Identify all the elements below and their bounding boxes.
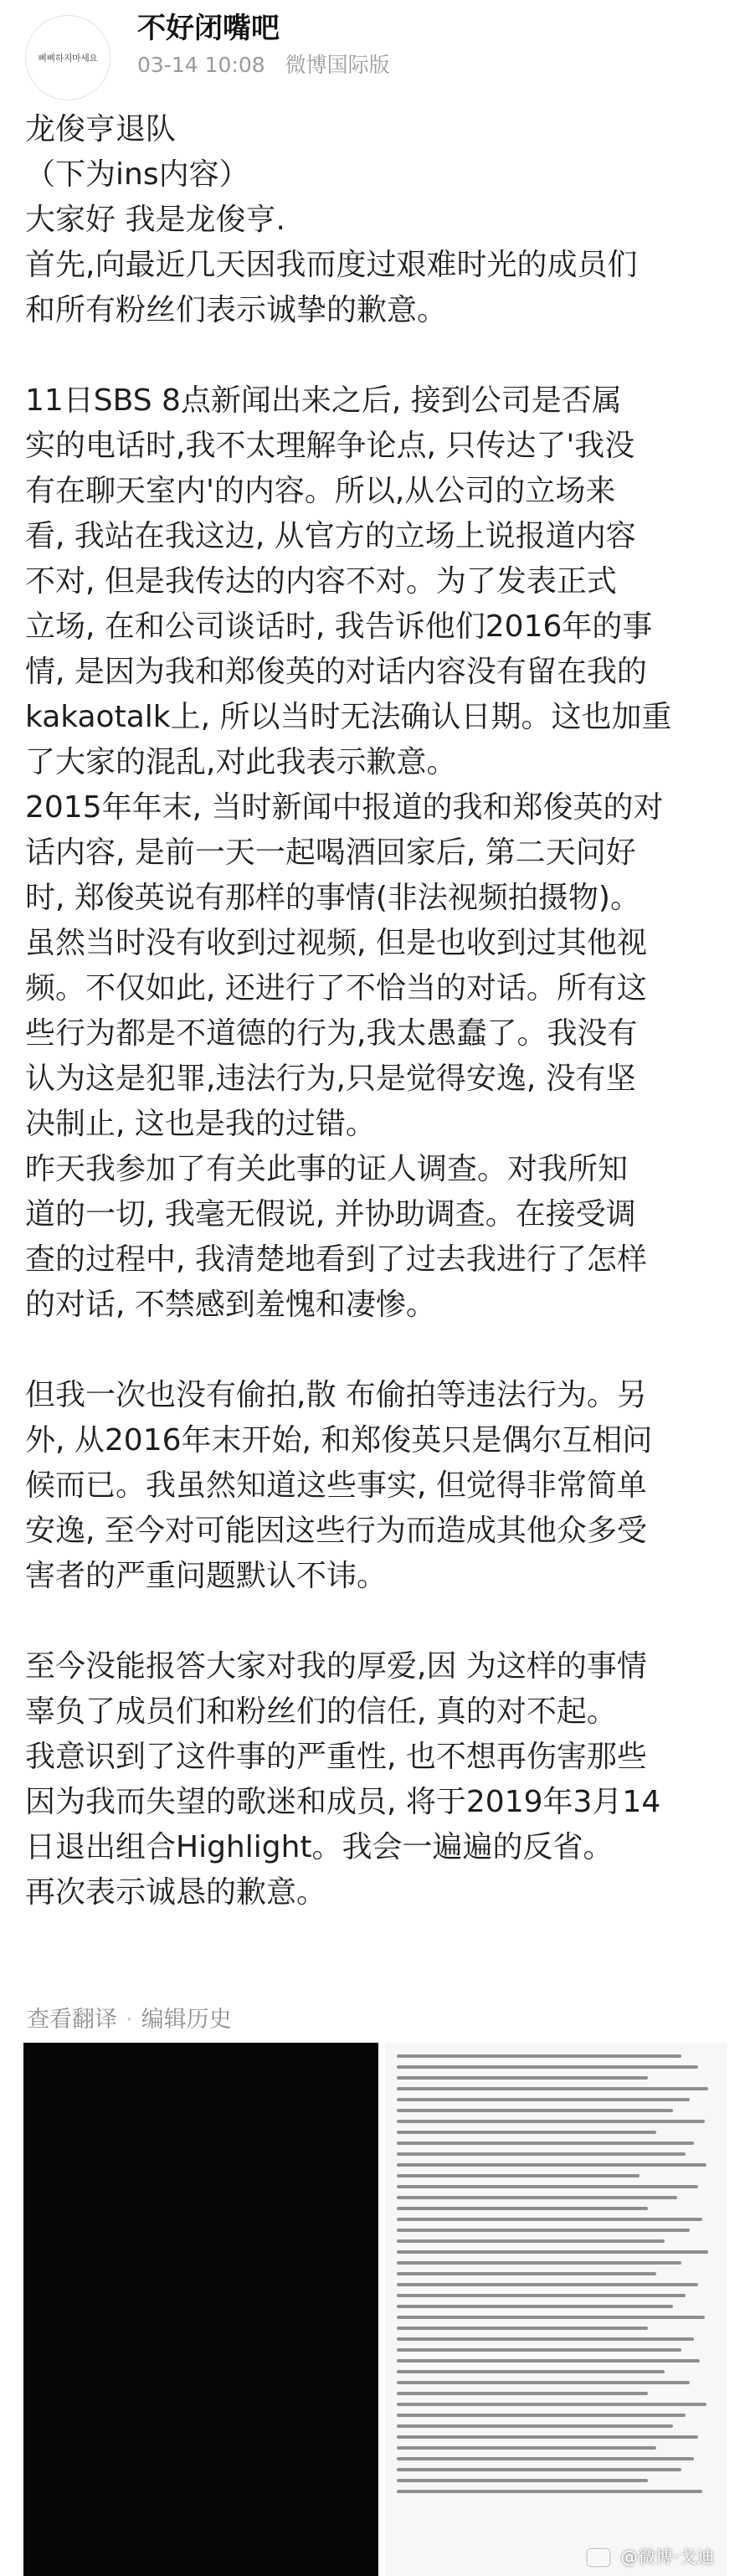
document-line [397, 2435, 698, 2439]
post-text-line: 看, 我站在我这边, 从官方的立场上说报道内容 [25, 519, 636, 553]
document-line [397, 2490, 702, 2493]
post-text-line: 些行为都是不道德的行为,我太愚蠢了。我没有 [25, 1016, 638, 1051]
document-line [397, 2076, 648, 2080]
document-line [397, 2065, 698, 2069]
post-text-line: 再次表示诚恳的歉意。 [25, 1875, 327, 1910]
document-line [397, 2359, 700, 2363]
translate-link[interactable]: 查看翻译 [27, 2007, 117, 2033]
document-line [397, 2098, 690, 2101]
document-line [397, 2196, 677, 2199]
username[interactable]: 不好闭嘴吧 [137, 12, 280, 45]
post-text-line: 和所有粉丝们表示诚挚的歉意。 [25, 293, 448, 327]
image-grid [23, 2043, 727, 2576]
post-text-line: 外, 从2016年末开始, 和郑俊英只是偶尔互相问 [25, 1423, 653, 1458]
post-text-line: 2015年年末, 当时新闻中报道的我和郑俊英的对 [25, 790, 664, 825]
paragraph-gap [25, 1328, 728, 1373]
watermark: @微博·戈迪 [620, 2547, 715, 2567]
document-line [397, 2337, 694, 2341]
post-text-line: （下为ins内容） [25, 157, 249, 192]
post-text-line: 立场, 在和公司谈话时, 我告诉他们2016年的事 [25, 609, 653, 644]
document-line [397, 2163, 706, 2167]
document-line [397, 2414, 686, 2417]
document-line [397, 2087, 708, 2090]
document-line [397, 2446, 656, 2450]
post-text-line: 虽然当时没有收到过视频, 但是也收到过其他视 [25, 926, 647, 960]
post-text-line: 11日SBS 8点新闻出来之后, 接到公司是否属 [25, 383, 622, 418]
document-line [397, 2424, 673, 2428]
post-text-line: 查的过程中, 我清楚地看到了过去我进行了怎样 [25, 1242, 647, 1277]
document-line [397, 2468, 681, 2471]
document-line [397, 2294, 686, 2297]
document-line [397, 2174, 640, 2178]
timestamp: 03-14 10:08 [137, 53, 265, 77]
post-text-line: kakaotalk上, 所以当时无法确认日期。这也加重 [25, 700, 672, 734]
document-line [397, 2218, 702, 2221]
post-text-line: 了大家的混乱,对此我表示歉意。 [25, 745, 457, 779]
document-line [397, 2479, 648, 2482]
edit-history-link[interactable]: 编辑历史 [141, 2007, 232, 2033]
post-body [25, 107, 728, 1915]
dark-image-thumbnail[interactable] [23, 2043, 378, 2576]
document-line [397, 2207, 648, 2210]
post-meta [137, 49, 403, 79]
post-text-line: 日退出组合Highlight。我会一遍遍的反省。 [25, 1830, 614, 1864]
document-line [397, 2457, 694, 2460]
post-text-line: 道的一切, 我毫无假说, 并协助调查。在接受调 [25, 1197, 636, 1231]
document-line [397, 2305, 673, 2308]
document-line [397, 2381, 690, 2384]
post-text-line: 认为这是犯罪,违法行为,只是觉得安逸, 没有坚 [25, 1062, 636, 1096]
post-text-line: 候而已。我虽然知道这些事实, 但觉得非常简单 [25, 1468, 647, 1503]
avatar-text: 삐삐하지마세요 [38, 53, 98, 64]
post-header [0, 0, 750, 92]
post-text-line: 频。不仅如此, 还进行了不恰当的对话。所有这 [25, 971, 647, 1005]
document-line [397, 2327, 648, 2330]
post-text-line: 有在聊天室内'的内容。所以,从公司的立场来 [25, 474, 616, 508]
document-line [397, 2392, 648, 2395]
post-text-line: 辜负了成员们和粉丝们的信任, 真的对不起。 [25, 1694, 617, 1729]
avatar[interactable] [25, 15, 110, 100]
post-text-line: 我意识到了这件事的严重性, 也不想再伤害那些 [25, 1740, 647, 1774]
document-line [397, 2370, 665, 2373]
camera-icon [588, 2549, 609, 2566]
post-text-line: 但我一次也没有偷拍,散 布偷拍等违法行为。另 [25, 1378, 647, 1412]
post-text-line: 安逸, 至今对可能因这些行为而造成其他众多受 [25, 1514, 647, 1548]
paragraph-gap [25, 333, 728, 378]
document-line [397, 2261, 681, 2265]
document-image-thumbnail[interactable] [385, 2043, 727, 2576]
post-text-line: 大家好 我是龙俊亨. [25, 203, 285, 237]
post-text-line: 龙俊亨退队 [25, 112, 177, 147]
post-text-line: 的对话, 不禁感到羞愧和凄惨。 [25, 1288, 436, 1322]
document-line [397, 2142, 694, 2145]
document-line [397, 2403, 706, 2406]
document-line [397, 2250, 708, 2254]
post-text-line: 实的电话时,我不太理解争论点, 只传达了'我没 [25, 429, 635, 463]
post-text-line: 至今没能报答大家对我的厚爱,因 为这样的事情 [25, 1649, 647, 1684]
document-line [397, 2272, 656, 2275]
document-line [397, 2316, 705, 2319]
paragraph-gap [25, 1599, 728, 1644]
post-text-line: 因为我而失望的歌迷和成员, 将于2019年3月14 [25, 1785, 661, 1819]
document-line [397, 2185, 698, 2188]
document-line [397, 2283, 698, 2286]
post-text-line: 话内容, 是前一天一起喝酒回家后, 第二天问好 [25, 836, 636, 870]
document-line [397, 2239, 665, 2243]
post-text-line: 昨天我参加了有关此事的证人调查。对我所知 [25, 1152, 629, 1186]
document-line [397, 2348, 681, 2352]
post-text-line: 首先,向最近几天因我而度过艰难时光的成员们 [25, 248, 638, 282]
action-separator: · [126, 2007, 133, 2033]
post-text-line: 情, 是因为我和郑俊英的对话内容没有留在我的 [25, 655, 647, 689]
post-source: 微博国际版 [285, 53, 390, 77]
post-text-line: 害者的严重问题默认不讳。 [25, 1559, 388, 1593]
document-line [397, 2229, 690, 2232]
document-line [397, 2054, 681, 2058]
post-text-line: 时, 郑俊英说有那样的事情(非法视频拍摄物)。 [25, 881, 640, 915]
post-actions [27, 2001, 232, 2034]
document-line [397, 2131, 656, 2134]
post-text-line: 不对, 但是我传达的内容不对。为了发表正式 [25, 564, 617, 599]
document-line [397, 2152, 686, 2156]
document-text-lines [397, 2054, 715, 2501]
post-text-line: 决制止, 这也是我的过错。 [25, 1107, 376, 1141]
document-line [397, 2120, 705, 2123]
document-line [397, 2109, 673, 2112]
